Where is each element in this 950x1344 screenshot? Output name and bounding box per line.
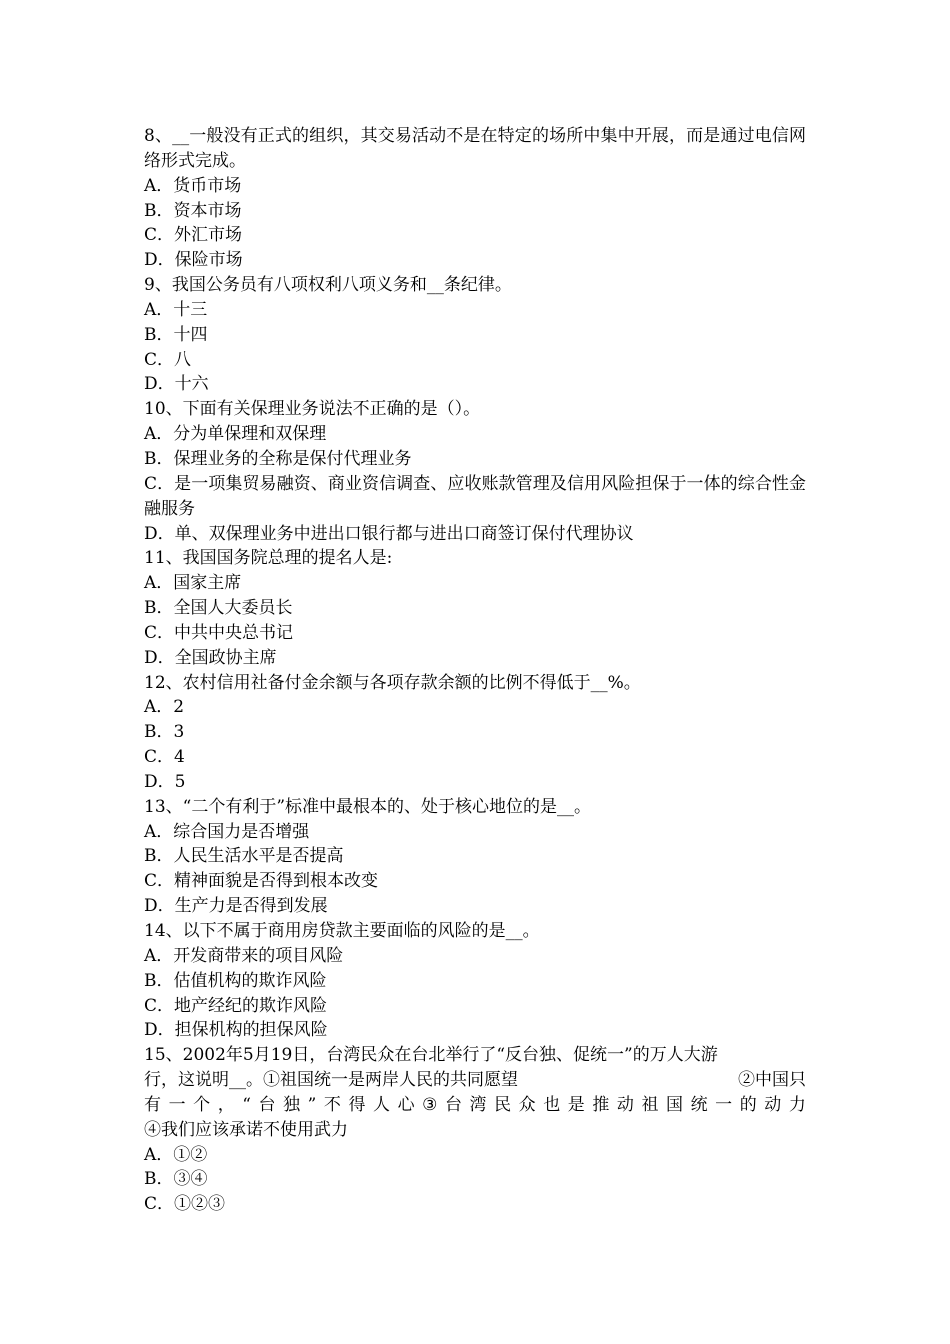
stem-char: 动 [616,1094,634,1115]
stem-char: 一 [168,1094,186,1115]
option-b: B．十四 [144,324,208,345]
stem-char: 不 [323,1094,341,1115]
option-a: A．十三 [144,299,208,320]
stem-char: ” [307,1094,317,1115]
question-13 [144,795,806,919]
stem-char: 动 [764,1094,782,1115]
stem-char: 有 [144,1094,161,1115]
question-stem: 12、农村信用社备付金余额与各项存款余额的比例不得低于__%。 [144,672,641,693]
question-stem-line-2 [144,1068,806,1093]
question-stem-line-2-right: ②中国只 [738,1070,806,1091]
question-9 [144,273,806,397]
option-a: A．综合国力是否增强 [144,821,310,842]
stem-char: 台 [444,1094,462,1115]
stem-char: 湾 [469,1094,487,1115]
question-stem: 9、我国公务员有八项权利八项义务和__条纪律。 [144,275,512,296]
stem-char: 心 [397,1094,415,1115]
question-15 [144,1043,806,1217]
option-c: C．4 [144,747,185,768]
option-b: B．③④ [144,1169,208,1190]
stem-char: 人 [373,1094,391,1115]
question-stem: 14、以下不属于商用房贷款主要面临的风险的是__。 [144,921,540,941]
option-a: A．①② [144,1144,208,1165]
document-page [144,124,806,1217]
option-a: A．国家主席 [144,573,242,594]
option-a: A．2 [144,697,185,718]
stem-char: 众 [518,1094,536,1115]
stem-char: ， [217,1094,235,1115]
stem-char: 台 [258,1094,276,1115]
option-b: B．3 [144,722,185,743]
question-stem-line-1: 15、2002年5月19日，台湾民众在台北举行了“反台独、促统一”的万人大游 [144,1045,718,1066]
stem-char: 也 [543,1094,561,1115]
option-c: C．精神面貌是否得到根本改变 [144,871,379,892]
question-11 [144,546,806,670]
option-c: C．地产经纪的欺诈风险 [144,995,328,1016]
option-d: D．全国政协主席 [144,647,277,668]
question-stem: 11、我国国务院总理的提名人是: [144,548,393,569]
stem-char: 推 [592,1094,610,1115]
stem-char: 得 [348,1094,366,1115]
option-b: B．全国人大委员长 [144,598,293,619]
stem-char: 力 [788,1094,806,1115]
option-a: A．开发商带来的项目风险 [144,945,344,966]
option-b: B．保理业务的全称是保付代理业务 [144,448,412,469]
question-8 [144,124,806,273]
option-d: D．单、双保理业务中进出口银行都与进出口商签订保付代理协议 [144,523,634,544]
option-d: D．生产力是否得到发展 [144,896,328,917]
option-b: B．资本市场 [144,200,242,221]
option-d: D．担保机构的担保风险 [144,1020,328,1041]
option-c: C．中共中央总书记 [144,622,294,643]
option-b: B．估值机构的欺诈风险 [144,970,327,991]
stem-char: ③ [422,1094,438,1115]
option-b: B．人民生活水平是否提高 [144,846,344,867]
stem-char: 的 [739,1094,757,1115]
question-12 [144,671,806,795]
stem-char: 是 [567,1094,585,1115]
stem-char: “ [242,1094,251,1115]
question-stem-line-2-left: 行，这说明__。①祖国统一是两岸人民的共同愿望 [144,1070,518,1091]
stem-char: 民 [494,1094,512,1115]
question-stem-line-4: ④我们应该承诺不使用武力 [144,1119,348,1140]
option-a: A．分为单保理和双保理 [144,424,327,445]
option-c: C．是一项集贸易融资、商业资信调查、应收账款管理及信用风险担保于一体的综合性金融服务 [144,473,806,519]
question-14 [144,919,806,1043]
option-d: D．十六 [144,374,209,395]
option-d: D．5 [144,771,186,792]
question-stem-line-3 [144,1093,806,1118]
question-stem: 8、__一般没有正式的组织，其交易活动不是在特定的场所中集中开展，而是通过电信网络形式完成。 [144,126,806,171]
stem-char: 国 [666,1094,684,1115]
option-a: A．货币市场 [144,175,242,196]
question-stem: 10、下面有关保理业务说法不正确的是（）。 [144,399,481,420]
stem-char: 个 [193,1094,211,1115]
option-c: C．①②③ [144,1194,226,1215]
stem-char: 一 [715,1094,733,1115]
option-d: D．保险市场 [144,250,243,271]
stem-char: 统 [690,1094,708,1115]
stem-char: 独 [283,1094,301,1115]
question-stem: 13、“二个有利于”标准中最根本的、处于核心地位的是__。 [144,796,592,817]
option-c: C．外汇市场 [144,225,243,246]
stem-char: 祖 [641,1094,659,1115]
question-10 [144,397,806,546]
option-c: C．八 [144,349,192,370]
